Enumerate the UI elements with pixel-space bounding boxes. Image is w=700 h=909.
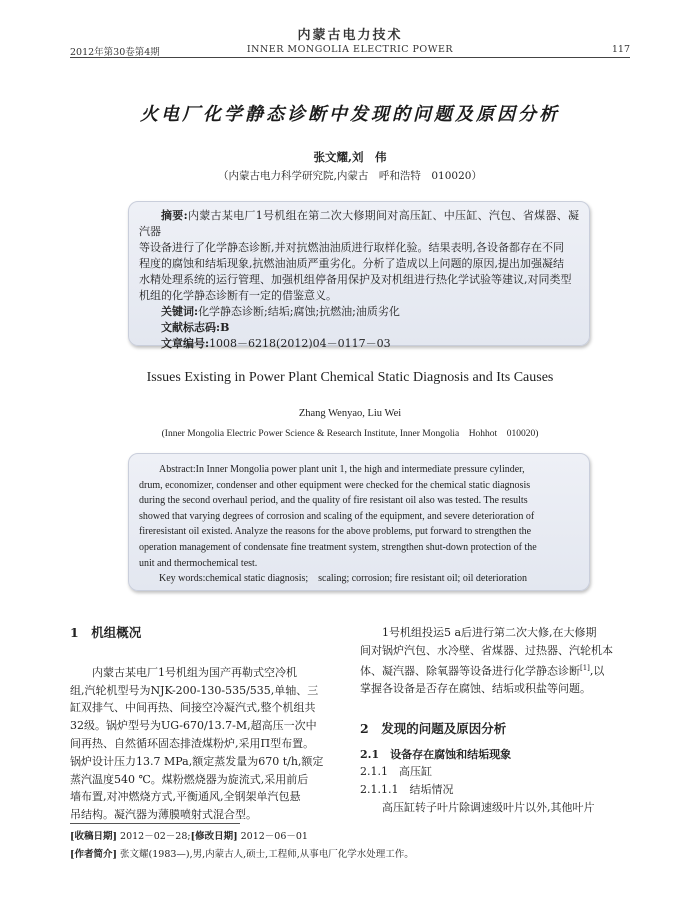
issue-info: 2012年第30卷第4期	[70, 47, 160, 58]
header-rule	[70, 57, 630, 58]
section-heading: 2 发现的问题及原因分析	[360, 720, 507, 736]
abstract-line: 机组的化学静态诊断有一定的借鉴意义。	[139, 289, 337, 302]
keywords-en: Key words:chemical static diagnosis; scaling; corrosion; fire resistant oil; oil deterioration	[159, 573, 527, 585]
body-line: 1号机组投运5 a后进行第二次大修,在大修期	[382, 626, 597, 639]
subsection-heading: 2.1.1.1 结垢情况	[360, 783, 454, 797]
authors-cn: 张文耀,刘 伟	[313, 150, 387, 164]
abstract-label-en: Abstract:	[159, 464, 196, 475]
abstract-line: unit and thermochemical test.	[139, 557, 258, 569]
journal-name-cn: 内蒙古电力技术	[297, 28, 403, 43]
body-line: 锅炉设计压力13.7 MPa,额定蒸发量为670 t/h,额定	[70, 754, 324, 768]
citation-ref: [1]	[580, 663, 590, 672]
page-number: 117	[611, 44, 630, 55]
body-line: 高压缸转子叶片除调速级叶片以外,其他叶片	[382, 801, 595, 815]
abstract-line: 程度的腐蚀和结垢现象,抗燃油油质严重劣化。分析了造成以上问题的原因,提出加强凝结	[139, 257, 564, 270]
body-line: 掌握各设备是否存在腐蚀、结垢或积盐等问题。	[360, 682, 591, 696]
abstract-line: showed that varying degrees of corrosion and scaling of the equipment, and severe deterioration of	[139, 510, 535, 522]
subsection-heading: 2.1.1 高压缸	[360, 765, 432, 779]
affiliation-en: (Inner Mongolia Electric Power Science & Research Institute, Inner Mongolia Hohhot 010020)	[161, 429, 539, 439]
body-line: 组,汽轮机型号为NJK-200-130-535/535,单轴、三	[70, 683, 319, 697]
right-column	[360, 624, 630, 817]
body-line: 缸双排气、中间再热、间接空冷凝汽式,整个机组共	[70, 701, 316, 715]
abstract-line: during the second overhaul period, and the quality of fire resistant oil also was tested. The results	[139, 495, 528, 507]
section-heading: 1 机组概况	[70, 625, 142, 640]
abstract-line: 等设备进行了化学静态诊断,并对抗燃油油质进行取样化验。结果表明,各设备都存在不同	[139, 241, 564, 254]
journal-name-en: INNER MONGOLIA ELECTRIC POWER	[246, 44, 454, 55]
abstract-line: 水精处理系统的运行管理、加强机组停备用保护及对机组进行热化学试验等建议,对同类型	[139, 273, 572, 286]
body-line: 32级。锅炉型号为UG-670/13.7-M,超高压一次中	[70, 719, 317, 733]
abstract-line: Abstract:In Inner Mongolia power plant unit 1, the high and intermediate pressure cylinder,	[159, 464, 525, 475]
doc-code: 文献标志码:B	[161, 321, 230, 334]
abstract-label-cn: 摘要:	[161, 209, 188, 222]
body-line: 蒸汽温度540 ℃。煤粉燃烧器为旋流式,采用前后	[70, 772, 309, 786]
abstract-line: 摘要:内蒙古某电厂1号机组在第二次大修期间对高压缸、中压缸、汽包、省煤器、凝汽器	[139, 209, 579, 238]
body-line: 间对锅炉汽包、水冷壁、省煤器、过热器、汽轮机本	[360, 643, 613, 657]
article-title-en: Issues Existing in Power Plant Chemical Static Diagnosis and Its Causes	[146, 370, 554, 385]
affiliation-cn: （内蒙古电力科学研究院,内蒙古 呼和浩特 010020）	[218, 170, 482, 182]
abstract-line: operation management of condensate fine treatment system, strengthen shut-down protection of the	[139, 541, 537, 553]
body-line: 间再热、自然循环固态排渣煤粉炉,采用П型布置。	[70, 736, 315, 750]
keywords-cn: 关键词:化学静态诊断;结垢;腐蚀;抗燃油;油质劣化	[161, 305, 400, 318]
authors-en: Zhang Wenyao, Liu Wei	[298, 408, 402, 419]
abstract-line: drum, economizer, condenser and other equipment were checked for the chemical static diagnosis	[139, 479, 531, 491]
article-title-cn: 火电厂化学静态诊断中发现的问题及原因分析	[140, 104, 560, 125]
footnote-author: [作者简介] 张文耀(1983—),男,内蒙古人,硕士,工程师,从事电厂化学水处理工作。	[70, 849, 414, 860]
abstract-line: fireresistant oil existed. Analyze the reasons for the above problems, put forward to strengthen the	[139, 526, 532, 538]
left-column	[70, 624, 342, 824]
article-number: 文章编号:1008－6218(2012)04－0117－03	[161, 337, 391, 350]
body-line: 墙布置,对冲燃烧方式,平衡通风,全钢架单汽包悬	[70, 790, 301, 804]
body-line: 吊结构。凝汽器为薄膜喷射式混合型。	[70, 808, 257, 822]
footnote-dates: [收稿日期] 2012－02－28;[修改日期] 2012－06－01	[70, 831, 308, 842]
body-line: 体、凝汽器、除氧器等设备进行化学静态诊断[1],以	[360, 663, 605, 678]
running-header	[70, 44, 630, 58]
footnote-rule	[70, 823, 240, 824]
body-line: 内蒙古某电厂1号机组为国产再勒式空冷机	[92, 665, 297, 679]
abstract-box-en	[128, 453, 590, 591]
subsection-heading: 2.1 设备存在腐蚀和结垢现象	[360, 747, 512, 761]
abstract-box-cn	[128, 201, 590, 350]
